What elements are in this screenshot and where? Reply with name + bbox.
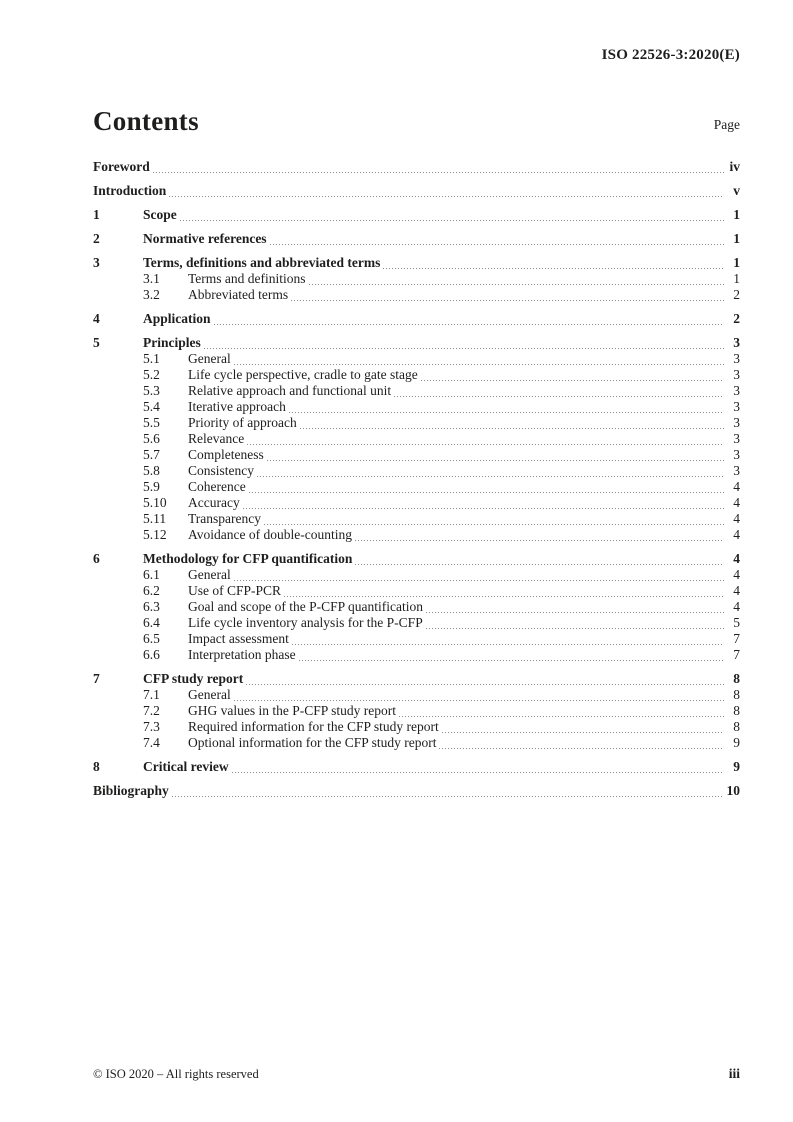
toc-entry [93,551,740,567]
toc-entry [93,183,740,199]
toc-entry-page: 1 [733,255,740,270]
toc-entry-number: 6.5 [143,631,160,646]
dotted-leader [232,770,724,775]
toc-entry-number: 1 [93,207,100,222]
toc-entry-label: Introduction [93,183,167,198]
toc-entry-number: 5.8 [143,463,160,478]
toc-entry-page: 4 [733,479,740,494]
toc-entry-page: 5 [733,615,740,630]
toc-entry-page: 7 [733,647,740,662]
toc-entry [93,415,740,431]
dotted-leader [214,322,724,327]
toc-entry-page: 8 [733,687,740,702]
toc-entry-number: 5.5 [143,415,160,430]
toc-entry [93,583,740,599]
toc-entry-number: 7.3 [143,719,160,734]
toc-entry-page: 3 [733,399,740,414]
dotted-leader [247,442,724,447]
document-footer [93,1066,740,1082]
toc-entry-page: 3 [733,367,740,382]
dotted-leader [234,578,724,583]
toc-entry [93,735,740,751]
toc-entry-page: 2 [733,311,740,326]
toc-entry-page: 4 [733,583,740,598]
dotted-leader [204,346,724,351]
dotted-leader [300,426,724,431]
dotted-leader [270,242,724,247]
toc-entry-number: 2 [93,231,100,246]
toc-entry-number: 5 [93,335,100,350]
toc-entry-label: Accuracy [188,495,240,510]
dotted-leader [442,730,724,735]
toc-entry-number: 6 [93,551,100,566]
dotted-leader [399,714,724,719]
toc-entry-label: Terms and definitions [188,271,306,286]
page-column-label: Page [713,117,740,132]
toc-entry-page: 4 [733,551,740,566]
toc-entry-label: Methodology for CFP quantification [143,551,353,566]
dotted-leader [246,682,724,687]
toc-entry [93,311,740,327]
toc-entry-page: 1 [733,231,740,246]
toc-entry-page: 3 [733,383,740,398]
dotted-leader [249,490,724,495]
toc-entry [93,631,740,647]
dotted-leader [172,794,724,799]
toc-entry-page: 8 [733,703,740,718]
dotted-leader [257,474,724,479]
toc-entry [93,447,740,463]
toc-entry-label: Completeness [188,447,264,462]
toc-entry-number: 6.2 [143,583,160,598]
toc-entry-label: Transparency [188,511,261,526]
toc-entry-page: 4 [733,599,740,614]
toc-entry-label: Priority of approach [188,415,297,430]
toc-entry [93,159,740,175]
dotted-leader [299,658,724,663]
dotted-leader [421,378,724,383]
toc-entry-page: 4 [733,567,740,582]
toc-entry-number: 7.2 [143,703,160,718]
dotted-leader [243,506,724,511]
toc-entry-page: 8 [733,671,740,686]
toc-entry-page: 1 [733,207,740,222]
toc-entry-label: Principles [143,335,201,350]
toc-entry-page: 4 [733,511,740,526]
toc-entry-label: Terms, definitions and abbreviated terms [143,255,381,270]
toc-entry-label: Use of CFP-PCR [188,583,282,598]
dotted-leader [289,410,724,415]
toc-entry [93,687,740,703]
toc-entry-label: Impact assessment [188,631,289,646]
toc-entry-label: CFP study report [143,671,244,686]
toc-entry-label: General [188,351,231,366]
toc-entry [93,615,740,631]
toc-entry-page: 8 [733,719,740,734]
toc-entry [93,759,740,775]
toc-entry-label: General [188,567,231,582]
toc-entry-number: 6.3 [143,599,160,614]
table-of-contents [93,151,740,799]
toc-entry-number: 5.9 [143,479,160,494]
toc-entry-number: 4 [93,311,100,326]
toc-entry [93,511,740,527]
dotted-leader [292,642,724,647]
toc-entry [93,271,740,287]
toc-entry [93,599,740,615]
toc-entry-label: Consistency [188,463,254,478]
toc-entry-number: 5.12 [143,527,167,542]
toc-entry-page: 3 [733,351,740,366]
toc-entry-label: Abbreviated terms [188,287,289,302]
toc-entry-page: 3 [733,415,740,430]
toc-entry-label: Coherence [188,479,246,494]
toc-entry-page: 3 [733,447,740,462]
toc-entry-label: Relevance [188,431,245,446]
toc-entry-page: 2 [733,287,740,302]
toc-entry-number: 5.3 [143,383,160,398]
toc-entry [93,367,740,383]
toc-entry [93,647,740,663]
contents-title-row [93,106,740,137]
toc-entry-label: Foreword [93,159,150,174]
dotted-leader [267,458,724,463]
toc-entry-label: Required information for the CFP study report [188,719,439,734]
toc-entry-label: Scope [143,207,177,222]
toc-entry [93,255,740,271]
toc-entry-label: General [188,687,231,702]
toc-entry-label: GHG values in the P-CFP study report [188,703,396,718]
toc-entry-label: Interpretation phase [188,647,296,662]
dotted-leader [426,610,724,615]
toc-entry-label: Application [143,311,211,326]
toc-entry-page: 9 [733,759,740,774]
dotted-leader [180,218,724,223]
toc-entry-page: 3 [733,463,740,478]
toc-entry-number: 7.1 [143,687,160,702]
toc-entry-number: 5.7 [143,447,160,462]
toc-entry-page: 4 [733,527,740,542]
toc-entry-label: Critical review [143,759,229,774]
dotted-leader [291,298,724,303]
toc-entry-page: 7 [733,631,740,646]
toc-entry-number: 6.1 [143,567,160,582]
toc-entry-number: 5.1 [143,351,160,366]
toc-entry [93,431,740,447]
toc-entry-page: 3 [733,335,740,350]
dotted-leader [383,266,724,271]
dotted-leader [355,538,724,543]
toc-entry-label: Relative approach and functional unit [188,383,392,398]
document-reference: ISO 22526-3:2020(E) [601,47,740,63]
toc-entry [93,231,740,247]
toc-entry-page: v [733,183,740,198]
toc-entry-number: 6.4 [143,615,160,630]
toc-entry-label: Iterative approach [188,399,286,414]
toc-entry [93,479,740,495]
toc-entry-page: iv [729,159,740,174]
toc-entry-page: 3 [733,431,740,446]
toc-entry-label: Bibliography [93,783,169,798]
toc-entry [93,351,740,367]
toc-entry-number: 3 [93,255,100,270]
dotted-leader [426,626,724,631]
toc-entry-number: 3.1 [143,271,160,286]
toc-entry-label: Life cycle perspective, cradle to gate stage [188,367,418,382]
toc-entry [93,527,740,543]
dotted-leader [439,746,724,751]
toc-entry [93,671,740,687]
toc-entry-number: 5.10 [143,495,167,510]
toc-entry [93,463,740,479]
dotted-leader [355,562,724,567]
toc-entry [93,567,740,583]
toc-entry-number: 3.2 [143,287,160,302]
toc-entry-number: 7 [93,671,100,686]
toc-entry-page: 4 [733,495,740,510]
toc-entry-label: Goal and scope of the P-CFP quantification [188,599,423,614]
toc-entry-page: 1 [733,271,740,286]
toc-entry [93,207,740,223]
toc-entry-label: Normative references [143,231,267,246]
dotted-leader [153,170,724,175]
toc-entry-label: Life cycle inventory analysis for the P-CFP [188,615,423,630]
toc-entry-number: 5.2 [143,367,160,382]
copyright-notice: © ISO 2020 – All rights reserved [93,1067,259,1081]
toc-entry-number: 5.6 [143,431,160,446]
toc-entry [93,703,740,719]
toc-entry-label: Avoidance of double-counting [188,527,352,542]
dotted-leader [309,282,724,287]
toc-entry [93,383,740,399]
toc-entry-number: 5.4 [143,399,160,414]
toc-entry-number: 5.11 [143,511,167,526]
contents-heading: Contents [93,106,199,136]
toc-entry [93,495,740,511]
toc-entry [93,783,740,799]
page-folio: iii [728,1066,740,1081]
toc-entry-page: 9 [733,735,740,750]
toc-entry [93,287,740,303]
toc-entry-number: 8 [93,759,100,774]
dotted-leader [169,194,724,199]
toc-entry-number: 7.4 [143,735,160,750]
toc-entry-number: 6.6 [143,647,160,662]
toc-entry [93,719,740,735]
dotted-leader [394,394,724,399]
toc-entry [93,335,740,351]
toc-entry [93,399,740,415]
toc-entry-label: Optional information for the CFP study report [188,735,437,750]
toc-entry-page: 10 [726,783,740,798]
